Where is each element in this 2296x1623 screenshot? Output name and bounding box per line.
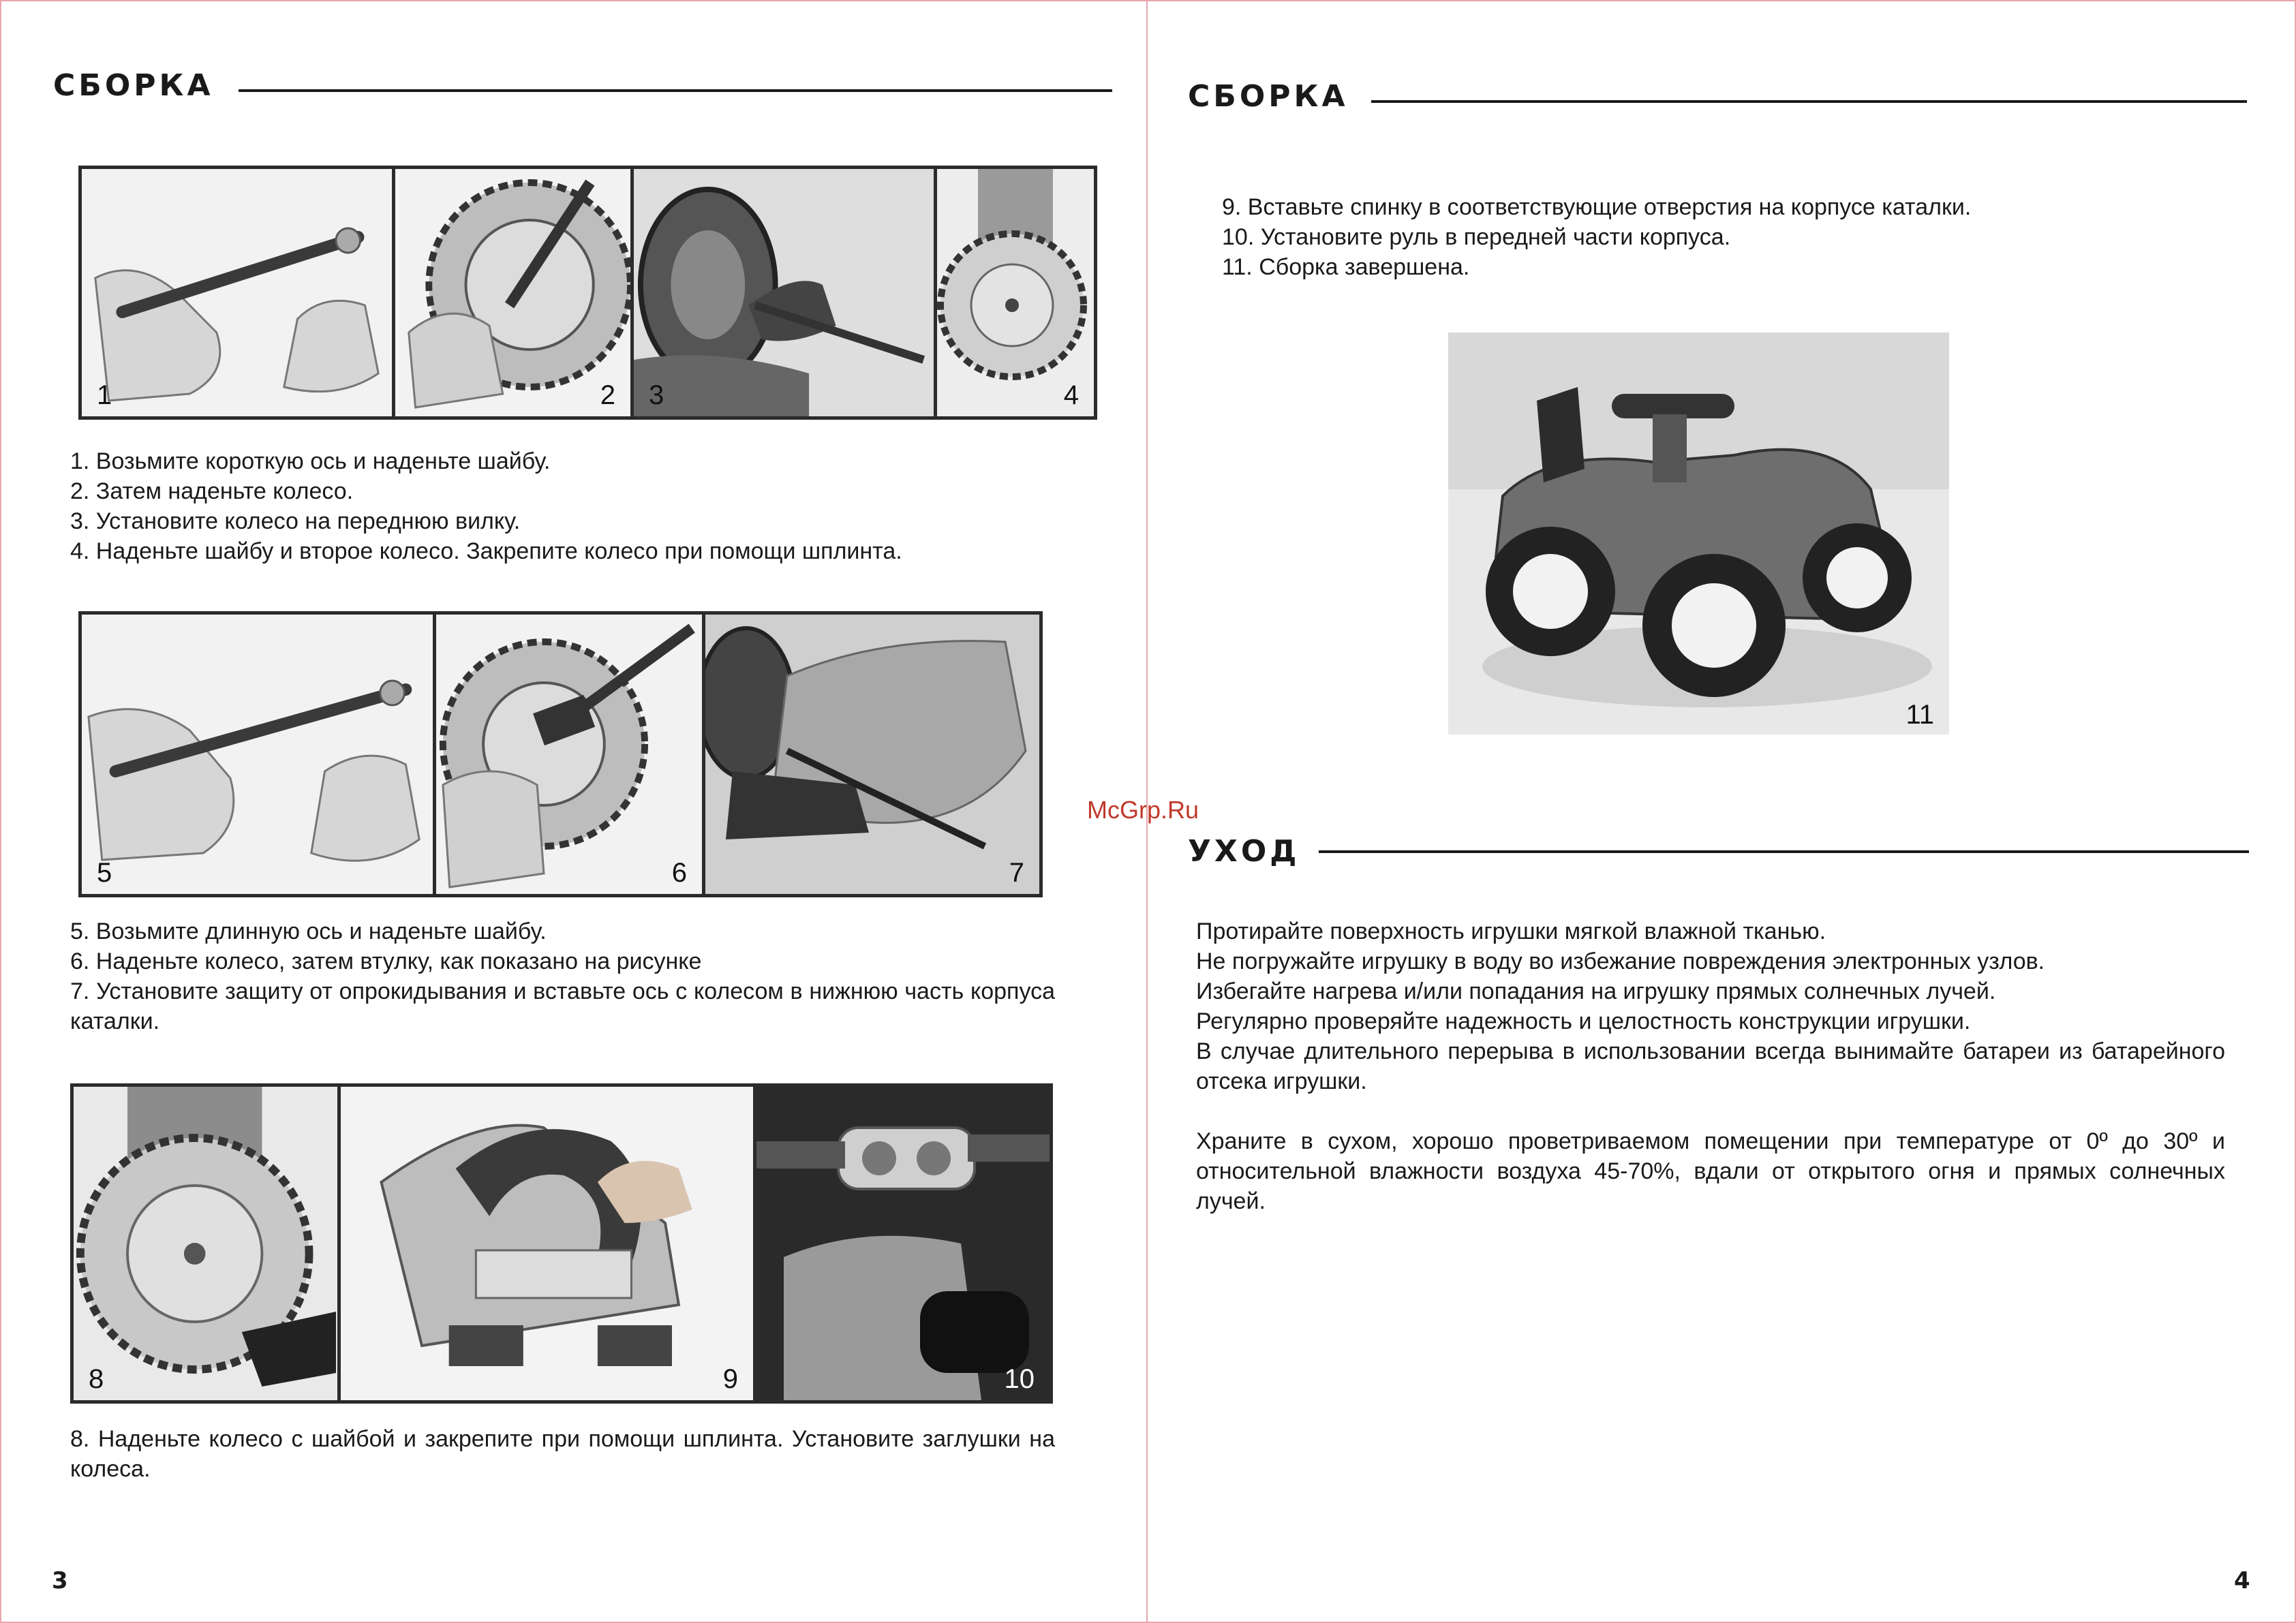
step-9: 9. Вставьте спинку в соответствующие отверстия на корпусе каталки. — [1222, 194, 1972, 220]
steps-1-4 — [70, 446, 1092, 566]
figure-6 — [436, 615, 705, 894]
care-text — [1196, 916, 2225, 1216]
figure-number: 2 — [600, 380, 615, 410]
figure-8 — [74, 1087, 341, 1400]
step-6: 6. Наденьте колесо, затем втулку, как показано на рисунке — [70, 948, 702, 974]
figure-number: 8 — [89, 1364, 104, 1394]
watermark: McGrp.Ru — [1087, 796, 1199, 824]
care-line-2: Не погружайте игрушку в воду во избежание повреждения электронных узлов. — [1196, 948, 2045, 974]
figure-number: 7 — [1009, 858, 1024, 888]
figure-number: 6 — [671, 858, 687, 888]
figure-4 — [937, 169, 1094, 416]
care-heading-rule — [1319, 850, 2249, 853]
step-10: 10. Установите руль в передней части корпуса. — [1222, 224, 1731, 250]
steps-5-7 — [70, 916, 1055, 1036]
care-line-4: Регулярно проверяйте надежность и целостность конструкции игрушки. — [1196, 1008, 1971, 1034]
figure-number: 10 — [1004, 1364, 1035, 1394]
figure-7 — [705, 615, 1039, 894]
page-number-right: 4 — [2234, 1567, 2250, 1594]
figure-number: 1 — [97, 380, 112, 410]
figure-strip-1-4 — [78, 166, 1097, 420]
step-11: 11. Сборка завершена. — [1222, 254, 1470, 280]
step-7: 7. Установите защиту от опрокидывания и вставьте ось с колесом в нижнюю часть корпуса каталки. — [70, 978, 1055, 1034]
step-2: 2. Затем наденьте колесо. — [70, 478, 354, 504]
steps-9-11 — [1222, 192, 2210, 282]
figure-strip-8-10 — [70, 1083, 1053, 1404]
care-storage: Храните в сухом, хорошо проветриваемом помещении при температуре от 0º до 30º и относительной влажности воздуха 45-70%, вдали от открытого огня и прямых солнечных лучей. — [1196, 1128, 2225, 1214]
figure-3 — [634, 169, 937, 416]
care-spacer — [1196, 1096, 2225, 1126]
left-heading: СБОРКА — [53, 68, 214, 103]
figure-number: 4 — [1063, 380, 1079, 410]
step-3: 3. Установите колесо на переднюю вилку. — [70, 508, 521, 534]
right-heading: СБОРКА — [1188, 79, 1349, 114]
care-line-3: Избегайте нагрева и/или попадания на игрушку прямых солнечных лучей. — [1196, 978, 1996, 1004]
step-1: 1. Возьмите короткую ось и наденьте шайбу. — [70, 448, 551, 474]
care-line-5: В случае длительного перерыва в использовании всегда вынимайте батареи из батарейного отсека игрушки. — [1196, 1038, 2225, 1094]
steps-8 — [70, 1424, 1055, 1484]
figure-number: 5 — [97, 858, 112, 888]
left-heading-rule — [239, 89, 1112, 92]
figure-11-photo — [1448, 333, 1949, 735]
step-8: 8. Наденьте колесо с шайбой и закрепите при помощи шплинта. Установите заглушки на колеса. — [70, 1426, 1055, 1482]
step-4: 4. Наденьте шайбу и второе колесо. Закрепите колесо при помощи шплинта. — [70, 538, 902, 564]
figure-5 — [82, 615, 436, 894]
figure-number: 11 — [1905, 700, 1934, 730]
care-heading: УХОД — [1188, 834, 1300, 869]
step-5: 5. Возьмите длинную ось и наденьте шайбу. — [70, 918, 547, 944]
figure-9 — [341, 1087, 756, 1400]
figure-2 — [395, 169, 634, 416]
care-line-1: Протирайте поверхность игрушки мягкой влажной тканью. — [1196, 918, 1826, 944]
figure-strip-5-7 — [78, 611, 1043, 897]
figure-1 — [82, 169, 395, 416]
figure-10 — [756, 1087, 1050, 1400]
page-number-left: 3 — [52, 1567, 68, 1594]
figure-number: 9 — [722, 1364, 738, 1394]
figure-number: 3 — [649, 380, 664, 410]
right-heading-rule — [1371, 100, 2247, 103]
